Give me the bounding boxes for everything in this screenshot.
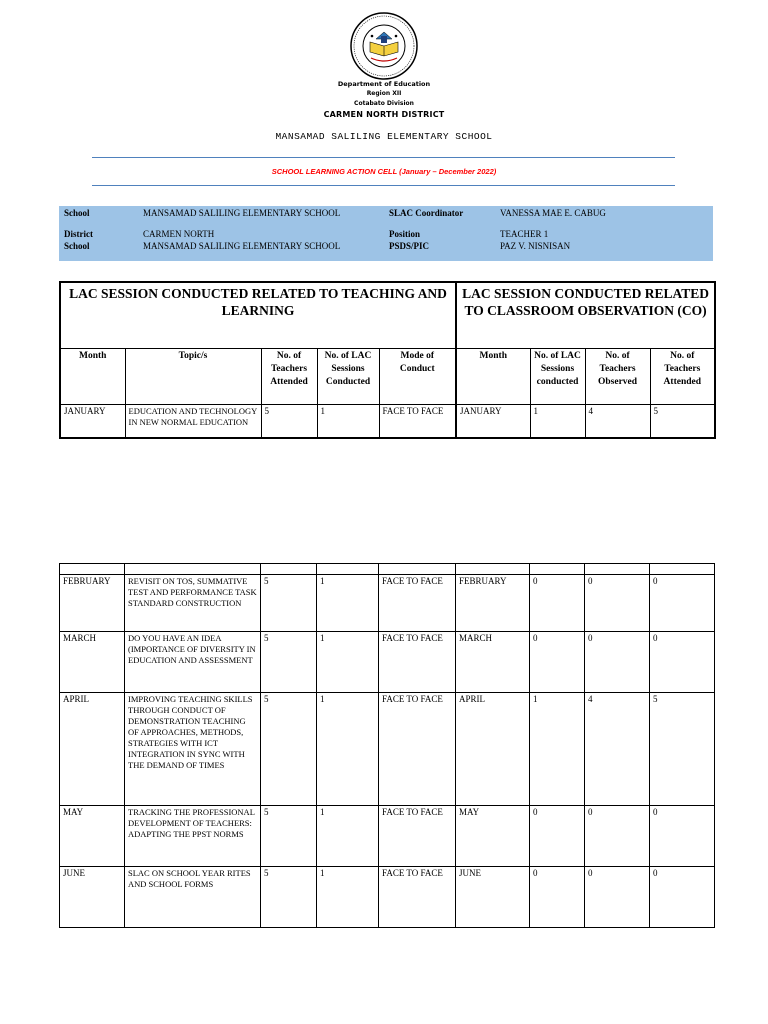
header-teachers-attended: No. of Teachers Attended [261,348,317,404]
divider-top [92,157,675,158]
cell-mode: FACE TO FACE [379,693,456,806]
cell-mode: FACE TO FACE [379,632,456,693]
lac-table-part2 [59,563,715,928]
psds-value: PAZ V. NISNISAN [500,241,571,251]
cell-mode: FACE TO FACE [379,404,456,438]
header-lac-sessions: No. of LAC Sessions Conducted [317,348,379,404]
cell-attended-co: 5 [650,404,715,438]
cell-observed: 0 [585,575,650,632]
cell-sessions-co: 0 [530,632,585,693]
cell-month: FEBRUARY [60,575,125,632]
school-label: School [64,208,90,218]
cell-attended-co: 0 [650,867,715,928]
cell-month-co: JANUARY [456,404,530,438]
school2-value: MANSAMAD SALILING ELEMENTARY SCHOOL [143,241,341,251]
header-lac-sessions-co: No. of LAC Sessions conducted [530,348,585,404]
deped-seal-logo [350,12,418,80]
cell-sessions-co: 0 [530,806,585,867]
school-name-heading: MANSAMAD SALILING ELEMENTARY SCHOOL [275,131,493,142]
header-topic: Topic/s [125,348,261,404]
district-name: CARMEN NORTH DISTRICT [323,110,445,119]
divider-bottom [92,185,675,186]
region-name: Region XII [366,90,402,97]
cell-topic: REVISIT ON TOS, SUMMATIVE TEST AND PERFORMANCE TASK STANDARD CONSTRUCTION [125,575,261,632]
cell-mode: FACE TO FACE [379,867,456,928]
cell-mode: FACE TO FACE [379,806,456,867]
cell-sessions: 1 [317,867,379,928]
cell-attended: 5 [261,575,317,632]
cell-attended: 5 [261,693,317,806]
teaching-learning-title: LAC SESSION CONDUCTED RELATED TO TEACHING AND LEARNING [60,282,456,348]
cell-attended-co: 0 [650,575,715,632]
header-month-co: Month [456,348,530,404]
cell-month: APRIL [60,693,125,806]
cell-topic: DO YOU HAVE AN IDEA (IMPORTANCE OF DIVERSITY IN EDUCATION AND ASSESSMENT [125,632,261,693]
cell-month: MARCH [60,632,125,693]
info-panel [59,206,713,261]
division-name: Cotabato Division [354,100,414,107]
cell-sessions-co: 1 [530,404,585,438]
cell-observed: 0 [585,867,650,928]
department-name: Department of Education [337,80,431,88]
cell-month-co: APRIL [456,693,530,806]
cell-topic: IMPROVING TEACHING SKILLS THROUGH CONDUCT OF DEMONSTRATION TEACHING OF APPROACHES, METHODS, STRATEGIES WITH ICT INTEGRATION IN SYNC WITH THE DEMAND OF TIMES [125,693,261,806]
cell-sessions: 1 [317,404,379,438]
cell-sessions-co: 0 [530,867,585,928]
classroom-observation-title: LAC SESSION CONDUCTED RELATED TO CLASSROOM OBSERVATION (CO) [456,282,715,348]
cell-sessions: 1 [317,575,379,632]
coordinator-value: VANESSA MAE E. CABUG [500,208,606,218]
table-row [60,867,715,928]
table-row [60,806,715,867]
cell-topic: EDUCATION AND TECHNOLOGY IN NEW NORMAL EDUCATION [125,404,261,438]
district-value: CARMEN NORTH [143,229,215,239]
cell-observed: 0 [585,806,650,867]
header-teachers-attended-co: No. of Teachers Attended [650,348,715,404]
header-teachers-observed: No. of Teachers Observed [585,348,650,404]
empty-header-row [60,564,715,575]
cell-month: JANUARY [60,404,125,438]
cell-attended-co: 5 [650,693,715,806]
coordinator-label: SLAC Coordinator [389,208,464,218]
cell-observed: 4 [585,404,650,438]
cell-month: MAY [60,806,125,867]
psds-label: PSDS/PIC [389,241,430,251]
cell-sessions-co: 0 [530,575,585,632]
cell-observed: 0 [585,632,650,693]
cell-attended-co: 0 [650,806,715,867]
district-label: District [64,229,93,239]
header-month: Month [60,348,125,404]
cell-sessions-co: 1 [530,693,585,806]
cell-sessions: 1 [317,693,379,806]
table-row [60,632,715,693]
cell-observed: 4 [585,693,650,806]
cell-month-co: JUNE [456,867,530,928]
cell-month-co: FEBRUARY [456,575,530,632]
table-row [60,575,715,632]
cell-attended: 5 [261,404,317,438]
cell-attended: 5 [261,806,317,867]
school-value: MANSAMAD SALILING ELEMENTARY SCHOOL [143,208,341,218]
cell-topic: SLAC ON SCHOOL YEAR RITES AND SCHOOL FORMS [125,867,261,928]
cell-attended: 5 [261,867,317,928]
cell-month-co: MARCH [456,632,530,693]
position-label: Position [389,229,421,239]
school2-label: School [64,241,90,251]
table-row [60,693,715,806]
cell-attended-co: 0 [650,632,715,693]
slac-title: SCHOOL LEARNING ACTION CELL (January – December 2022) [271,167,497,176]
position-value: TEACHER 1 [500,229,549,239]
lac-table-part1 [59,281,716,439]
table-row [60,404,715,438]
cell-month-co: MAY [456,806,530,867]
cell-mode: FACE TO FACE [379,575,456,632]
cell-month: JUNE [60,867,125,928]
cell-sessions: 1 [317,806,379,867]
cell-sessions: 1 [317,632,379,693]
cell-topic: TRACKING THE PROFESSIONAL DEVELOPMENT OF TEACHERS: ADAPTING THE PPST NORMS [125,806,261,867]
header-mode: Mode of Conduct [379,348,456,404]
cell-attended: 5 [261,632,317,693]
